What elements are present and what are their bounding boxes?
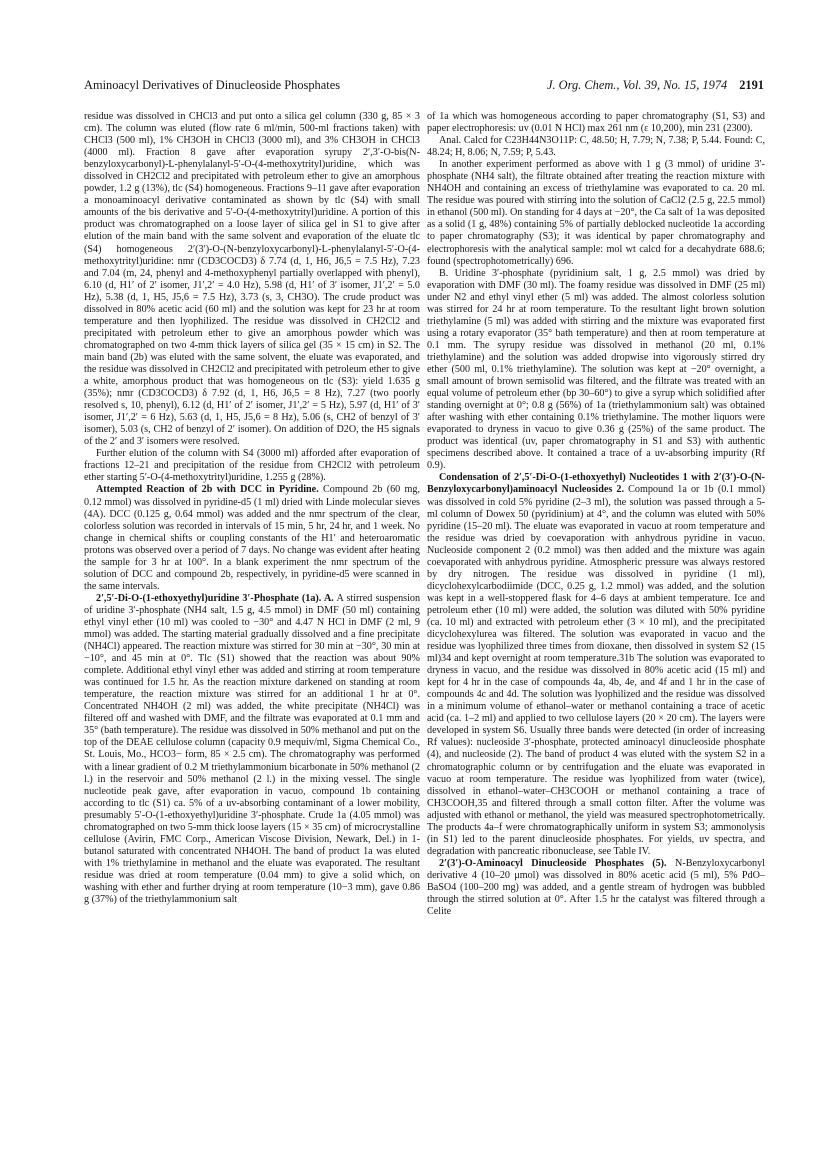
paragraph-body: A stirred suspension of uridine 3′-phosphate (NH4 salt, 1.5 g, 4.5 mmol) in DMF (50 ml) containing ethyl vinyl ether (10 ml) was cooled to −30° and 4.47 N HCl in DMF (2 ml, 9 mmol) was added. The starting material gradually dissolved and a fine precipitate (NH4Cl) appeared. The reaction mixture was stirred for 30 min at −30°, 30 min at −10°, and 45 min at 0°. Tlc (S1) showed that the reaction was about 90% complete. Additional ethyl vinyl ether was added and stirring at room temperature was continued for 1.5 hr. As the reaction mixture darkened on standing at room temperature, the reaction mixture was stirred for an additional 1 hr at 0°. Concentrated NH4OH (2 ml) was added, the white precipitate (NH4Cl) was filtered off and washed with DMF, and the filtrate was evaporated at 0.1 mm and 35° (bath temperature). The residue was dissolved in 50% methanol and put on the top of the DEAE cellulose column (capacity 0.9 mequiv/ml, Sigma Chemical Co., St. Louis, Mo., HCO3− form, 85 × 2.5 cm). The chromatography was performed with a linear gradient of 0.2 M triethylammonium bicarbonate in 50% methanol (2 l.) in the reservoir and 50% methanol (2 l.) in the mixing vessel. The single nucleotide peak gave, after evaporation in vacuo, compound 1b containing according to tlc (S1) ca. 5% of a uv-absorbing contaminant of a lower mobility, presumably 5′-O-(1-ethoxyethyl)uridine 3′-phosphate. Crude 1a (4.05 mmol) was chromatographed on two 5-mm thick loose layers (15 × 35 cm) of microcrystalline cellulose (Avirin, FMC Corp., American Viscose Division, Newark, Del.) in 1-butanol saturated with concentrated NH4OH. The band of product 1a was eluted with 1% triethylamine in methanol and the eluate was evaporated. The resultant residue was dried at room temperature (0.04 mm) to give a solid which, on washing with ether and further drying at room temperature (10−3 mm), gave 0.86 g (37%) of the triethylammonium salt (84, 592, 420, 906)
journal-citation (547, 78, 764, 93)
paragraph (84, 484, 420, 592)
paragraph (84, 593, 420, 906)
run-in-heading: Condensation of 2′,5′-Di-O-(1-ethoxyethyl) Nucleotides 1 with 2′(3′)-O-(N-Benzyloxycarbonyl)aminoacyl Nucleosides 2. (427, 472, 765, 496)
paragraph: In another experiment performed as above with 1 g (3 mmol) of uridine 3′-phosphate (NH4 salt), the filtrate obtained after treating the reaction mixture with NH4OH and containing an excess of triethylamine was evaporated to ca. 20 ml. The residue was poured with stirring into the solution of CaCl2 (2.5 g, 22.5 mmol) in ethanol (500 ml). On standing for 4 days at −20°, the Ca salt of 1a was deposited as a solid (1 g, 48%) containing 5% of partially deblocked nucleotide 1a according to paper chromatography (S3); it was identical by paper chromatography and electrophoresis with the analytical sample: mol wt calcd for a decahydrate 688.6; found (spectrophotometrically) 696. (427, 159, 765, 267)
left-column (84, 111, 420, 1131)
page-number: 2191 (739, 78, 764, 92)
paragraph-body: Compound 1a or 1b (0.1 mmol) was dissolved in cold 5% pyridine (2–3 ml), the solution was passed through a 5-ml column of Dowex 50 (pyridinium) at 4°, and the column was eluted with 50% pyridine (15–20 ml). The eluate was evaporated in vacuo at room temperature and the residue was dried by coevaporation with anhydrous pyridine in vacuo. Nucleoside component 2 (0.2 mmol) was then added and the mixture was again coevaporated with anhydrous pyridine. Atmospheric pressure was always restored by dry nitrogen. The residue was dissolved in pyridine (1 ml), dicyclohexylcarbodiimide (DCC, 0.25 g, 1.2 mmol) was added, and the solution was kept in a well-stoppered flask for 4–6 days at ambient temperature. Ice and petroleum ether (10 ml) were added, the solution was diluted with 50% pyridine (ca. 10 ml) and extracted with petroleum ether (3 × 10 ml), and the precipitated dicyclohexylurea was filtered. The solution was evaporated in vacuo and the residue was lyophilized three times from dioxane, then dissolved in system S2 (15 ml)34 and kept overnight at room temperature.31b The solution was evaporated to dryness in vacuo, and the residue was dissolved in 80% acetic acid (15 ml) and kept for 4 hr in the case of compounds 4a, 4b, 4e, and 4f and 1 hr in the case of compounds 4c and 4d. The solution was lyophilized and the residue was dissolved in a minimum volume of ethanol–water or methanol containing a trace of acetic acid (ca. 1–2 ml) and applied to two cellulose layers (20 × 20 cm). The layers were developed in system S6. Usually three bands were detected (in order of increasing Rf values): nucleoside 3′-phosphate, protected aminoacyl dinucleoside phosphate (4), and nucleoside (2). The band of product 4 was eluted with the system S2 in a chromatographic column or by centrifugation and the eluate was evaporated in vacuo at room temperature. The residue was lyophilized from water (twice), dissolved in ethanol–water–CH3COOH or methanol containing a trace of CH3COOH,35 and filtered through a small cotton filter. After the volume was adjusted with ethanol or methanol, the yield was measured spectrophotometrically. The products 4a–f were chromatographically uniform in system S3; ammonolysis (in S1) led to the parent dinucleoside phosphates. For yields, uv spectra, and degradation with pancreatic ribonuclease, see Table IV. (427, 484, 765, 857)
running-title: Aminoacyl Derivatives of Dinucleoside Phosphates (84, 78, 341, 92)
paragraph (427, 858, 765, 918)
journal-name: J. Org. Chem., Vol. 39, No. 15, 1974 (546, 78, 728, 92)
paragraph: of 1a which was homogeneous according to paper chromatography (S1, S3) and paper electrophoresis: uv (0.01 N HCl) max 261 nm (ε 10,200), min 231 (2300). (427, 111, 765, 135)
run-in-heading: 2′,5′-Di-O-(1-ethoxyethyl)uridine 3′-Phosphate (1a). A. (96, 592, 334, 604)
paragraph: Further elution of the column with S4 (3000 ml) afforded after evaporation of fractions 12–21 and precipitation of the residue from CH2Cl2 with petroleum ether starting 5′-O-(4-methoxytrityl)uridine, 1.255 g (28%). (84, 448, 420, 484)
right-column (427, 111, 765, 1131)
run-in-heading: Attempted Reaction of 2b with DCC in Pyridine. (96, 484, 319, 496)
paragraph: residue was dissolved in CHCl3 and put onto a silica gel column (330 g, 85 × 3 cm). The column was eluted (flow rate 6 ml/min, 500-ml fractions taken) with CHCl3 (500 ml), 1% CH3OH in CHCl3 (3000 ml), and 3% CH3OH in CHCl3 (4000 ml). Fraction 8 gave after evaporation syrupy 2′,3′-O-bis(N-benzyloxycarbonyl)-L-phenylalanyl-5′-O-(4-methoxytrityl)uridine, which was dissolved in CH2Cl2 and precipitated with petroleum ether to give an amorphous powder, 1.2 g (13%), tlc (S4) homogeneous. Fractions 9–11 gave after evaporation a monoaminoacyl derivative contaminated as shown by tlc (S4) with small amounts of the bis derivative and 5′-O-(4-methoxytrityl)uridine. A portion of this product was chromatographed on a loose layer of silica gel in S1 to give after elution of the main band with the same solvent and evaporation of the eluate tlc (S4) homogeneous 2′(3′)-O-(N-benzyloxycarbonyl)-L-phenylalanyl-5′-O-(4-methoxytrityl)uridine: nmr (CD3COCD3) δ 7.74 (d, 1, H6, J6,5 = 7.5 Hz), 7.23 and 7.04 (m, 24, phenyl and 4-methoxyphenyl partially overlapped with phenyl), 6.10 (d, H1′ of 2′ isomer, J1′,2′ = 4.0 Hz), 5.98 (d, H1′ of 3′ isomer, J1′,2′ = 5.0 Hz), 5.38 (d, 1, H5, J5,6 = 7.5 Hz), 3.73 (s, 3, CH3O). The crude product was dissolved in 80% acetic acid (60 ml) and the solution was kept for 23 hr at room temperature and then lyophilized. The residue was dissolved in CH2Cl2 and precipitated with petroleum ether to give an amorphous powder which was chromatographed on two 4-mm thick layers of silica gel (35 × 15 cm) in S2. The main band (2b) was eluted with the same solvent, the eluate was evaporated, and the residue was dissolved in CH2Cl2 and precipitated with petroleum ether to give a white, amorphous product that was homogeneous on tlc (S3): yield 1.635 g (35%); nmr (CD3COCD3) δ 7.92 (d, 1, H6, J6,5 = 8 Hz), 7.27 (two poorly resolved s, 10, phenyl), 6.12 (d, H1′ of 2′ isomer, J1′,2′ = 5 Hz), 5.97 (d, H1′ of 3′ isomer, J1′,2′ = 6 Hz), 5.63 (d, 1, H5, J5,6 = 8 Hz), 5.06 (s, CH2 of benzyl of 3′ isomer), 5.03 (s, CH2 of benzyl of 2′ isomer). On addition of D2O, the H5 signals of the 2′ and 3′ isomers were resolved. (84, 111, 420, 448)
paragraph (427, 472, 765, 858)
running-header (84, 78, 764, 98)
paragraph-body: N-Benzyloxycarbonyl derivative 4 (10–20 μmol) was dissolved in 80% acetic acid (5 ml), 5% PdO–BaSO4 (100–200 mg) was added, and a gentle stream of hydrogen was bubbled through the stirred solution at 0°. After 1.5 hr the catalyst was filtered through a Celite (427, 857, 765, 918)
paragraph-body: Compound 2b (60 mg, 0.12 mmol) was dissolved in pyridine-d5 (1 ml) dried with Linde molecular sieves (4A). DCC (0.125 g, 0.64 mmol) was added and the nmr spectrum of the clear, colorless solution was recorded in intervals of 15 min, 5 hr, 24 hr, and 1 week. No change in chemical shifts or coupling constants of the H1′ and heteroaromatic protons was observed over a period of 7 days. No change was evident after heating the sample for 3 hr at 100°. In a blank experiment the nmr spectrum of the solution of DCC and compound 2b, respectively, in pyridine-d5 were scanned in the same intervals. (84, 484, 420, 592)
paragraph: Anal. Calcd for C23H44N3O11P: C, 48.50; H, 7.79; N, 7.38; P, 5.44. Found: C, 48.24; H, 8.06; N, 7.59; P, 5.43. (427, 135, 765, 159)
run-in-heading: 2′(3′)-O-Aminoacyl Dinucleoside Phosphates (5). (439, 857, 667, 869)
paragraph: B. Uridine 3′-phosphate (pyridinium salt, 1 g, 2.5 mmol) was dried by evaporation with DMF (30 ml). The foamy residue was dissolved in DMF (25 ml) under N2 and ethyl vinyl ether (5 ml) was added. The almost colorless solution was stirred for 24 hr at room temperature. To the resultant light brown solution triethylamine (5 ml) was added with stirring and the mixture was evaporated first using a rotary evaporator (35° bath temperature) and then at room temperature at 0.1 mm. The syrupy residue was dissolved in methanol (20 ml, 0.1% triethylamine) and the solution was added dropwise into vigorously stirred dry ether (500 ml, 0.1% triethylamine). The solution was kept at −20° overnight, a small amount of brown semisolid was filtered, and the filtrate was treated with an equal volume of petroleum ether (bp 30–60°) to give a syrup which solidified after standing overnight at 0°; 0.8 g (56%) of 1a (triethylammonium salt) was obtained after washing with ether containing 0.1% triethylamine. The mother liquors were evaporated to dryness in vacuo to give 0.36 g (25%) of the same product. The product was identical (uv, paper chromatography in S1 and S3) with authentic specimens described above. It contained a trace of a uv-absorbing impurity (Rf 0.9). (427, 267, 765, 472)
